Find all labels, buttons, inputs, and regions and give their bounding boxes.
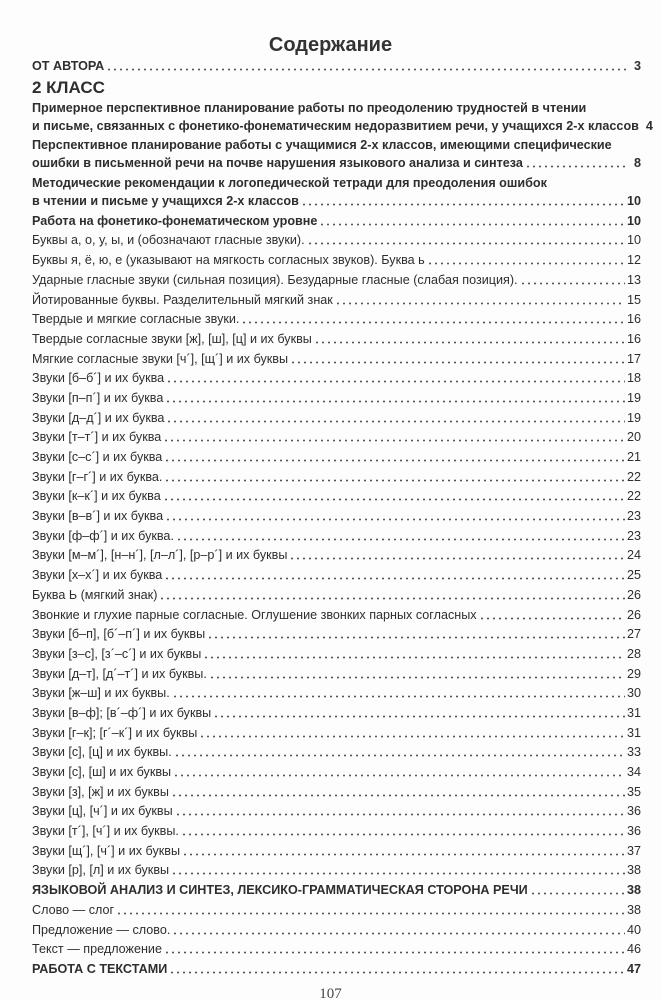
toc-entry — [32, 901, 641, 919]
toc-entry-title: Твердые согласные звуки [ж], [ш], [ц] и их буквы — [32, 331, 312, 346]
toc-entry — [32, 487, 641, 505]
dot-leader — [182, 853, 625, 856]
toc-entry-title: Перспективное планирование работы с учащимися 2-х классов, имеющими специфические — [32, 138, 612, 153]
toc-entry-line — [32, 665, 641, 683]
toc-entry-line — [32, 310, 641, 328]
toc-entry-page: 36 — [626, 804, 641, 819]
toc-entry-title: ошибки в письменной речи на почве нарушения языкового анализа и синтеза — [32, 156, 523, 171]
dot-leader — [172, 695, 625, 698]
toc-entry-page: 18 — [626, 371, 641, 386]
dot-leader — [106, 68, 629, 71]
toc-entry-line — [32, 174, 641, 192]
toc-entry — [32, 763, 641, 781]
toc-entry — [32, 507, 641, 525]
toc-entry-title: Ударные гласные звуки (сильная позиция). Безударные гласные (слабая позиция). — [32, 272, 518, 287]
toc-entry-title: в чтении и письме у учащихся 2-х классов — [32, 194, 299, 209]
page-number: 107 — [319, 986, 342, 1002]
dot-leader — [169, 971, 625, 974]
dot-leader — [171, 794, 625, 797]
dot-leader — [427, 262, 625, 265]
toc-entry — [32, 861, 641, 879]
toc-entry-page: 47 — [626, 961, 641, 976]
dot-leader — [174, 754, 625, 757]
dot-leader — [289, 557, 625, 560]
toc-entry-page: 27 — [626, 627, 641, 642]
toc-entry-title: Звуки [щ´], [ч´] и их буквы — [32, 843, 181, 858]
toc-entry — [32, 251, 641, 269]
toc-entry-page: 8 — [633, 156, 641, 171]
toc-entry-page: 46 — [626, 942, 641, 957]
table-of-contents — [32, 57, 653, 980]
toc-entry-page: 3 — [633, 59, 641, 73]
toc-entry-title: Звуки [т´], [ч´] и их буквы. — [32, 824, 179, 839]
toc-entry-line — [32, 291, 641, 309]
toc-entry-line — [32, 192, 641, 210]
toc-entry-line — [32, 783, 641, 801]
toc-entry-line — [32, 606, 641, 624]
toc-entry-line — [32, 861, 641, 879]
dot-leader — [520, 282, 625, 285]
dot-leader — [479, 617, 625, 620]
toc-entry — [32, 704, 641, 722]
toc-entry — [32, 546, 641, 564]
toc-entry-line — [32, 684, 641, 702]
dot-leader — [213, 715, 625, 718]
toc-entry-title: 2 КЛАСС — [32, 77, 105, 97]
toc-entry — [32, 625, 641, 643]
toc-entry-line — [32, 428, 641, 446]
toc-entry — [32, 136, 641, 172]
toc-entry-title: Звуки [г–г´] и их буква. — [32, 469, 163, 484]
dot-leader — [116, 912, 625, 915]
toc-entry-line — [32, 136, 641, 154]
toc-entry-title: Звуки [з], [ж] и их буквы — [32, 784, 169, 799]
toc-entry-page: 22 — [626, 489, 641, 504]
toc-entry-title: Буква Ь (мягкий знак) — [32, 587, 158, 602]
toc-entry-page: 13 — [626, 272, 641, 287]
dot-leader — [301, 203, 625, 206]
toc-entry-line — [32, 117, 653, 135]
toc-entry-page: 36 — [626, 824, 641, 839]
dot-leader — [164, 459, 625, 462]
toc-entry-title: Звуки [х–х´] и их буква — [32, 568, 163, 583]
toc-entry-title: Звуки [з–с], [з´–с´] и их буквы — [32, 646, 202, 661]
dot-leader — [163, 498, 625, 501]
toc-entry — [32, 783, 641, 801]
toc-entry-page: 24 — [626, 548, 641, 563]
toc-entry-page: 20 — [626, 430, 641, 445]
toc-entry-line — [32, 527, 641, 545]
toc-entry-page: 31 — [626, 725, 641, 740]
toc-entry-title: Звуки [б–п], [б´–п´] и их буквы — [32, 627, 206, 642]
toc-entry-page: 16 — [626, 331, 641, 346]
section-heading — [32, 77, 641, 99]
toc-entry-title: Звуки [т–т´] и их буква — [32, 430, 162, 445]
toc-entry — [32, 665, 641, 683]
toc-entry-title: Звуки [д–д´] и их буква — [32, 410, 165, 425]
toc-entry-line — [32, 212, 641, 230]
toc-entry-line — [32, 409, 641, 427]
toc-entry — [32, 645, 641, 663]
toc-entry — [32, 802, 641, 820]
toc-entry-page: 26 — [626, 587, 641, 602]
toc-entry-page: 31 — [626, 705, 641, 720]
dot-leader — [164, 577, 625, 580]
toc-entry — [32, 881, 641, 899]
dot-leader — [171, 872, 625, 875]
toc-entry-line — [32, 251, 641, 269]
dot-leader — [203, 656, 625, 659]
dot-leader — [525, 165, 629, 168]
toc-entry — [32, 369, 641, 387]
toc-entry-title: Буквы а, о, у, ы, и (обозначают гласные звуки). — [32, 233, 305, 248]
page-title: Содержание — [268, 34, 393, 56]
toc-entry — [32, 468, 641, 486]
toc-entry-page: 23 — [626, 528, 641, 543]
toc-entry-page: 22 — [626, 469, 641, 484]
toc-entry-line — [32, 842, 641, 860]
dot-leader — [335, 302, 625, 305]
toc-entry-page: 25 — [626, 568, 641, 583]
dot-leader — [166, 380, 625, 383]
dot-leader — [172, 932, 625, 935]
toc-entry-page: 4 — [645, 118, 653, 133]
dot-leader — [165, 518, 625, 521]
toc-entry-title: Примерное перспективное планирование работы по преодолению трудностей в чтении — [32, 100, 587, 115]
toc-entry — [32, 291, 641, 309]
toc-entry-page: 30 — [626, 686, 641, 701]
toc-entry — [32, 174, 641, 210]
toc-entry-title: Звуки [п–п´] и их буква — [32, 390, 164, 405]
toc-entry-title: Звуки [р], [л] и их буквы — [32, 863, 170, 878]
toc-entry-line — [32, 763, 641, 781]
toc-entry-page: 16 — [626, 312, 641, 327]
toc-entry-title: Предложение — слово. — [32, 922, 171, 937]
toc-entry-page: 33 — [626, 745, 641, 760]
toc-entry-page: 34 — [626, 765, 641, 779]
toc-entry — [32, 212, 641, 230]
toc-entry-title: и письме, связанных с фонетико-фонематическим недоразвитием речи, у учащихся 2-х классов — [32, 118, 639, 133]
toc-entry — [32, 271, 641, 289]
toc-entry-title: Звуки [ж–ш] и их буквы. — [32, 686, 170, 701]
toc-entry — [32, 428, 641, 446]
dot-leader — [314, 341, 625, 344]
toc-entry-page: 21 — [626, 450, 641, 464]
dot-leader — [530, 892, 625, 895]
toc-entry-title: РАБОТА С ТЕКСТАМИ — [32, 961, 168, 976]
toc-entry-line — [32, 154, 641, 172]
toc-entry — [32, 389, 641, 407]
toc-entry — [32, 231, 641, 249]
toc-entry-line — [32, 350, 641, 368]
dot-leader — [290, 361, 625, 364]
toc-entry-line — [32, 271, 641, 289]
toc-entry-page: 37 — [626, 843, 641, 858]
toc-entry-line — [32, 724, 641, 742]
dot-leader — [199, 735, 625, 738]
dot-leader — [175, 813, 625, 816]
toc-entry-line — [32, 369, 641, 387]
dot-leader — [164, 479, 625, 482]
toc-entry — [32, 684, 641, 702]
toc-entry-line — [32, 586, 641, 604]
toc-entry-title: Звуки [к–к´] и их буква — [32, 489, 161, 504]
toc-entry-line — [32, 330, 641, 348]
toc-entry-title: Звуки [г–к]; [г´–к´] и их буквы — [32, 725, 198, 740]
toc-entry-page: 23 — [626, 509, 641, 524]
toc-entry-page: 35 — [626, 784, 641, 799]
toc-entry-line — [32, 921, 641, 939]
toc-entry — [32, 310, 641, 328]
toc-entry — [32, 606, 641, 624]
toc-entry-title: Слово — слог — [32, 902, 115, 917]
dot-leader — [307, 242, 625, 245]
toc-entry-line — [32, 546, 641, 564]
toc-entry-line — [32, 704, 641, 722]
toc-entry-page: 38 — [626, 863, 641, 878]
toc-entry — [32, 330, 641, 348]
toc-entry-title: Звуки [в–ф]; [в´–ф´] и их буквы — [32, 705, 212, 720]
toc-entry-line — [32, 802, 641, 820]
toc-entry-line — [32, 231, 641, 249]
toc-entry — [32, 409, 641, 427]
toc-entry-title: Работа на фонетико-фонематическом уровне — [32, 213, 318, 228]
toc-entry-page: 38 — [626, 883, 641, 898]
toc-entry — [32, 921, 641, 939]
toc-entry-page: 19 — [626, 410, 641, 425]
toc-entry — [32, 586, 641, 604]
toc-entry-title: Звуки [с–с´] и их буква — [32, 450, 163, 464]
toc-entry-title: Звуки [б–б´] и их буква — [32, 371, 165, 386]
toc-entry-page: 26 — [626, 607, 641, 622]
toc-entry-title: Йотированные буквы. Разделительный мягкий знак — [32, 292, 333, 307]
toc-entry-page: 17 — [626, 351, 641, 366]
toc-entry-title: Звонкие и глухие парные согласные. Оглушение звонких парных согласных — [32, 607, 477, 622]
toc-entry-line — [32, 960, 641, 978]
dot-leader — [181, 833, 625, 836]
dot-leader — [164, 951, 625, 954]
dot-leader — [209, 676, 625, 679]
toc-entry-title: Звуки [с], [ш] и их буквы — [32, 765, 172, 779]
toc-entry-line — [32, 468, 641, 486]
toc-entry-page: 10 — [626, 233, 641, 248]
toc-entry-title: Звуки [ф–ф´] и их буква. — [32, 528, 174, 543]
toc-entry-line — [32, 822, 641, 840]
toc-entry-line — [32, 940, 641, 958]
toc-entry-page: 15 — [626, 292, 641, 307]
toc-entry-line — [32, 881, 641, 899]
toc-entry-page: 10 — [626, 213, 641, 228]
toc-entry-title: Твердые и мягкие согласные звуки. — [32, 312, 240, 327]
dot-leader — [165, 400, 625, 403]
toc-entry-title: ЯЗЫКОВОЙ АНАЛИЗ И СИНТЕЗ, ЛЕКСИКО-ГРАММАТИЧЕСКАЯ СТОРОНА РЕЧИ — [32, 883, 528, 898]
toc-entry-title: Буквы я, ё, ю, е (указывают на мягкость согласных звуков). Буква ь — [32, 253, 425, 268]
toc-entry-page: 38 — [626, 902, 641, 917]
toc-entry-line — [32, 389, 641, 407]
toc-entry-line — [32, 743, 641, 761]
toc-entry-title: Звуки [м–м´], [н–н´], [л–л´], [р–р´] и их буквы — [32, 548, 288, 563]
toc-entry-line — [32, 487, 641, 505]
toc-entry-page: 19 — [626, 390, 641, 405]
toc-entry-title: Звуки [д–т], [д´–т´] и их буквы. — [32, 666, 207, 681]
toc-entry — [32, 960, 641, 978]
dot-leader — [159, 597, 625, 600]
dot-leader — [176, 538, 625, 541]
dot-leader — [173, 774, 625, 777]
dot-leader — [207, 636, 625, 639]
toc-entry-line — [32, 901, 641, 919]
toc-entry — [32, 57, 641, 75]
toc-entry-title: Текст — предложение — [32, 942, 162, 957]
dot-leader — [166, 420, 625, 423]
toc-entry-page: 10 — [626, 194, 641, 209]
toc-entry-page: 40 — [626, 922, 641, 937]
toc-entry-title: Звуки [ц], [ч´] и их буквы — [32, 804, 173, 819]
toc-entry — [32, 99, 653, 135]
dot-leader — [163, 439, 625, 442]
toc-entry-title: Методические рекомендации к логопедической тетради для преодоления ошибок — [32, 176, 547, 191]
toc-entry-line — [32, 448, 641, 466]
toc-entry — [32, 940, 641, 958]
toc-entry-line — [32, 507, 641, 525]
toc-entry-page: 29 — [626, 666, 641, 681]
toc-entry — [32, 842, 641, 860]
toc-entry — [32, 822, 641, 840]
toc-entry — [32, 527, 641, 545]
toc-entry — [32, 448, 641, 466]
toc-entry-title: Мягкие согласные звуки [ч´], [щ´] и их буквы — [32, 351, 289, 366]
toc-entry-page: 12 — [626, 253, 641, 268]
toc-entry-line — [32, 57, 641, 75]
toc-entry-title: ОТ АВТОРА — [32, 59, 105, 73]
toc-entry-page: 28 — [626, 646, 641, 661]
toc-entry — [32, 724, 641, 742]
toc-entry-title: Звуки [в–в´] и их буква — [32, 509, 164, 524]
toc-entry-line — [32, 625, 641, 643]
toc-entry — [32, 350, 641, 368]
toc-entry — [32, 566, 641, 584]
toc-entry-line — [32, 99, 641, 117]
dot-leader — [319, 223, 625, 226]
toc-entry — [32, 743, 641, 761]
toc-entry-line — [32, 645, 641, 663]
toc-entry-line — [32, 566, 641, 584]
dot-leader — [241, 321, 625, 324]
toc-entry-title: Звуки [с], [ц] и их буквы. — [32, 745, 172, 760]
toc-entry-line — [32, 77, 641, 99]
